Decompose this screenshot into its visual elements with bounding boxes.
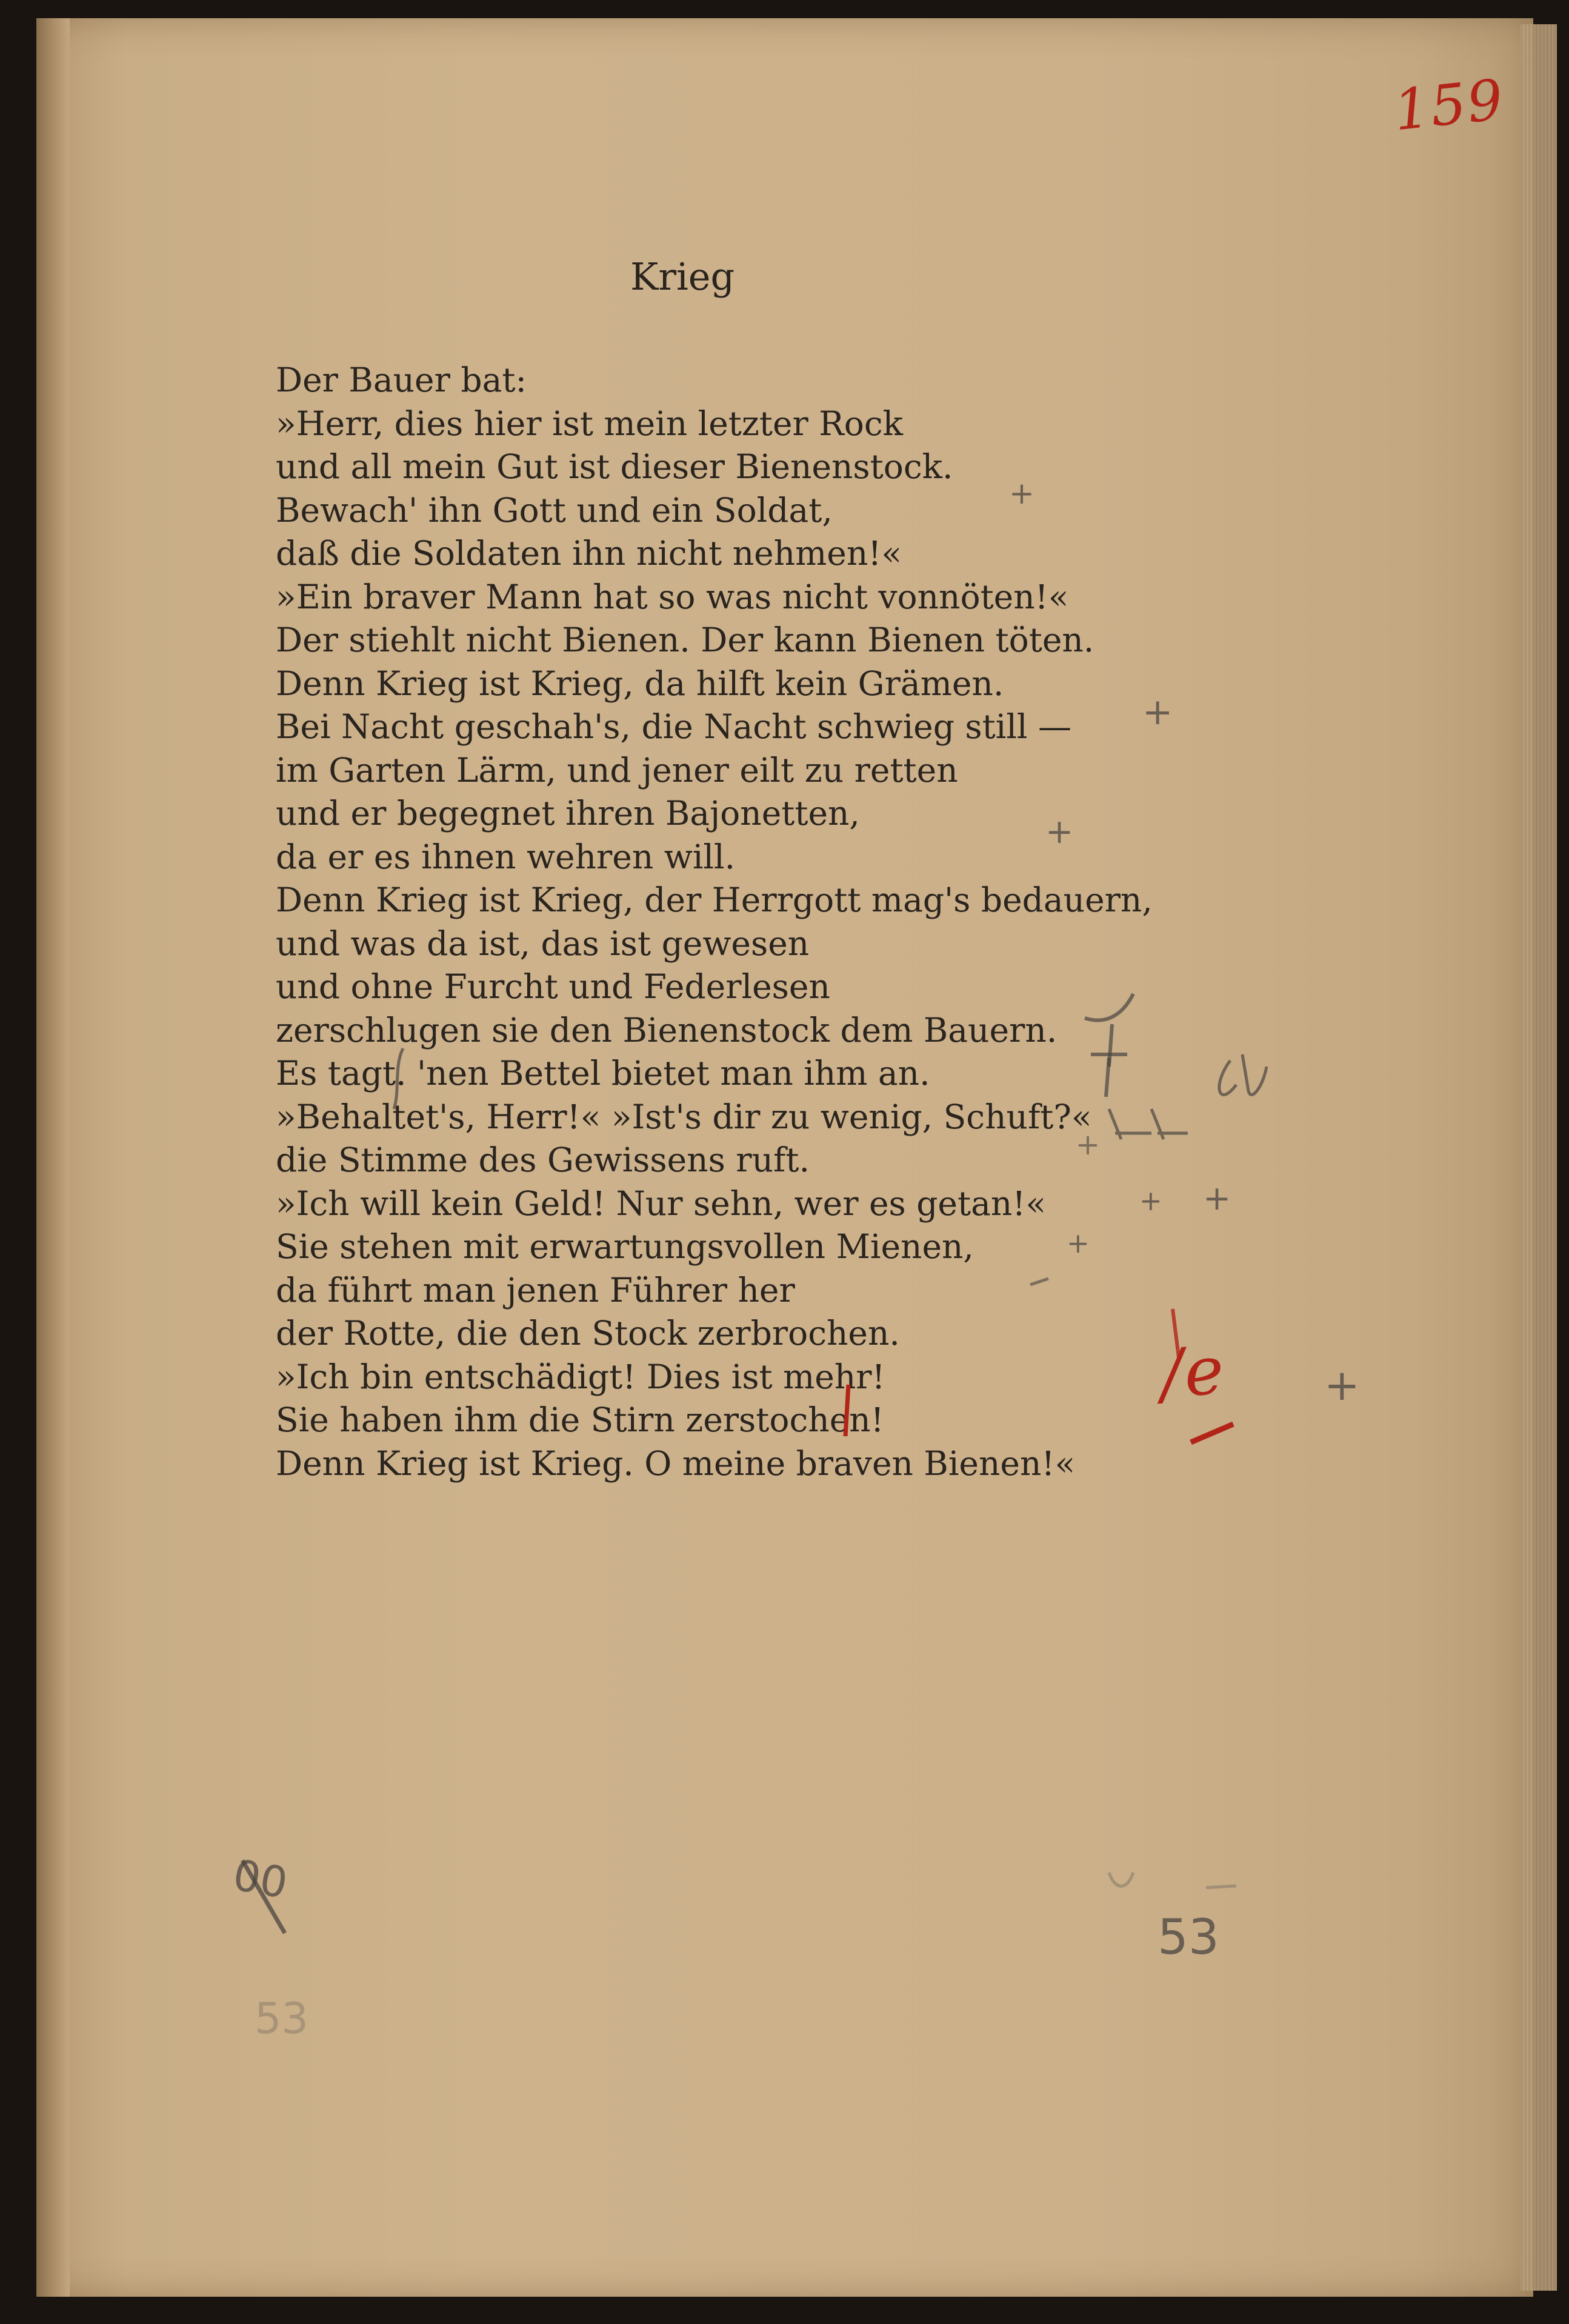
- pencil-plus-mark: +: [1009, 476, 1034, 511]
- poem-line: Denn Krieg ist Krieg. O meine braven Bienen!«: [276, 1443, 1076, 1483]
- pencil-delete-mark: 00: [229, 1850, 291, 1909]
- poem-line: Sie haben ihm die Stirn zerstochen!: [276, 1400, 884, 1439]
- poem-line: »Ich will kein Geld! Nur sehn, wer es getan!«: [276, 1184, 1047, 1223]
- poem-line: Denn Krieg ist Krieg, da hilft kein Grämen.: [276, 664, 1004, 703]
- poem-line: im Garten Lärm, und jener eilt zu retten: [276, 750, 958, 790]
- pencil-plus-mark: +: [1139, 1185, 1162, 1217]
- poem-line: daß die Soldaten ihn nicht nehmen!«: [276, 534, 902, 573]
- poem-line: da er es ihnen wehren will.: [276, 837, 736, 876]
- poem-line: »Ein braver Mann hat so was nicht vonnöten!«: [276, 577, 1069, 616]
- binding-gutter: [36, 18, 70, 2297]
- poem-title: Krieg: [630, 255, 735, 299]
- poem-line: und was da ist, das ist gewesen: [276, 924, 810, 963]
- poem-line: »Behaltet's, Herr!« »Ist's dir zu wenig, Schuft?«: [276, 1097, 1092, 1136]
- poem-line: »Ich bin entschädigt! Dies ist mehr!: [276, 1357, 885, 1396]
- poem-line: und ohne Furcht und Federlesen: [276, 967, 830, 1006]
- poem-line: da führt man jenen Führer her: [276, 1270, 795, 1310]
- poem-line: Bewach' ihn Gott und ein Soldat,: [276, 490, 833, 530]
- pencil-plus-mark: +: [1203, 1179, 1231, 1217]
- pencil-plus-mark: +: [1067, 1227, 1090, 1259]
- pencil-plus-mark: +: [1324, 1360, 1360, 1410]
- poem-line: die Stimme des Gewissens ruft.: [276, 1140, 810, 1179]
- poem-line: und all mein Gut ist dieser Bienenstock.: [276, 447, 953, 486]
- pencil-plus-mark: +: [1142, 691, 1173, 733]
- page-number: 159: [1390, 67, 1507, 144]
- faint-pencil-count: 53: [255, 1994, 309, 2043]
- poem-line: Es tagt. 'nen Bettel bietet man ihm an.: [276, 1054, 930, 1093]
- poem-line: der Rotte, die den Stock zerbrochen.: [276, 1314, 900, 1353]
- poem-line: Der stiehlt nicht Bienen. Der kann Bienen töten.: [276, 621, 1094, 659]
- poem-line: zerschlugen sie den Bienenstock dem Bauern.: [276, 1010, 1058, 1050]
- pencil-plus-mark: +: [1045, 812, 1074, 851]
- poem-body: [276, 359, 1245, 1485]
- pencil-page-count: 53: [1158, 1909, 1219, 1965]
- poem-line: und er begegnet ihren Bajonetten,: [276, 794, 860, 833]
- poem-line: Bei Nacht geschah's, die Nacht schwieg still —: [276, 707, 1071, 746]
- poem-line: Sie stehen mit erwartungsvollen Mienen,: [276, 1227, 974, 1266]
- poem-line: »Herr, dies hier ist mein letzter Rock: [276, 404, 903, 443]
- red-proof-mark: /e: [1158, 1331, 1228, 1413]
- page-edges: [1521, 24, 1557, 2291]
- poem-line: Der Bauer bat:: [276, 361, 527, 399]
- poem-line: Denn Krieg ist Krieg, der Herrgott mag's bedauern,: [276, 881, 1153, 919]
